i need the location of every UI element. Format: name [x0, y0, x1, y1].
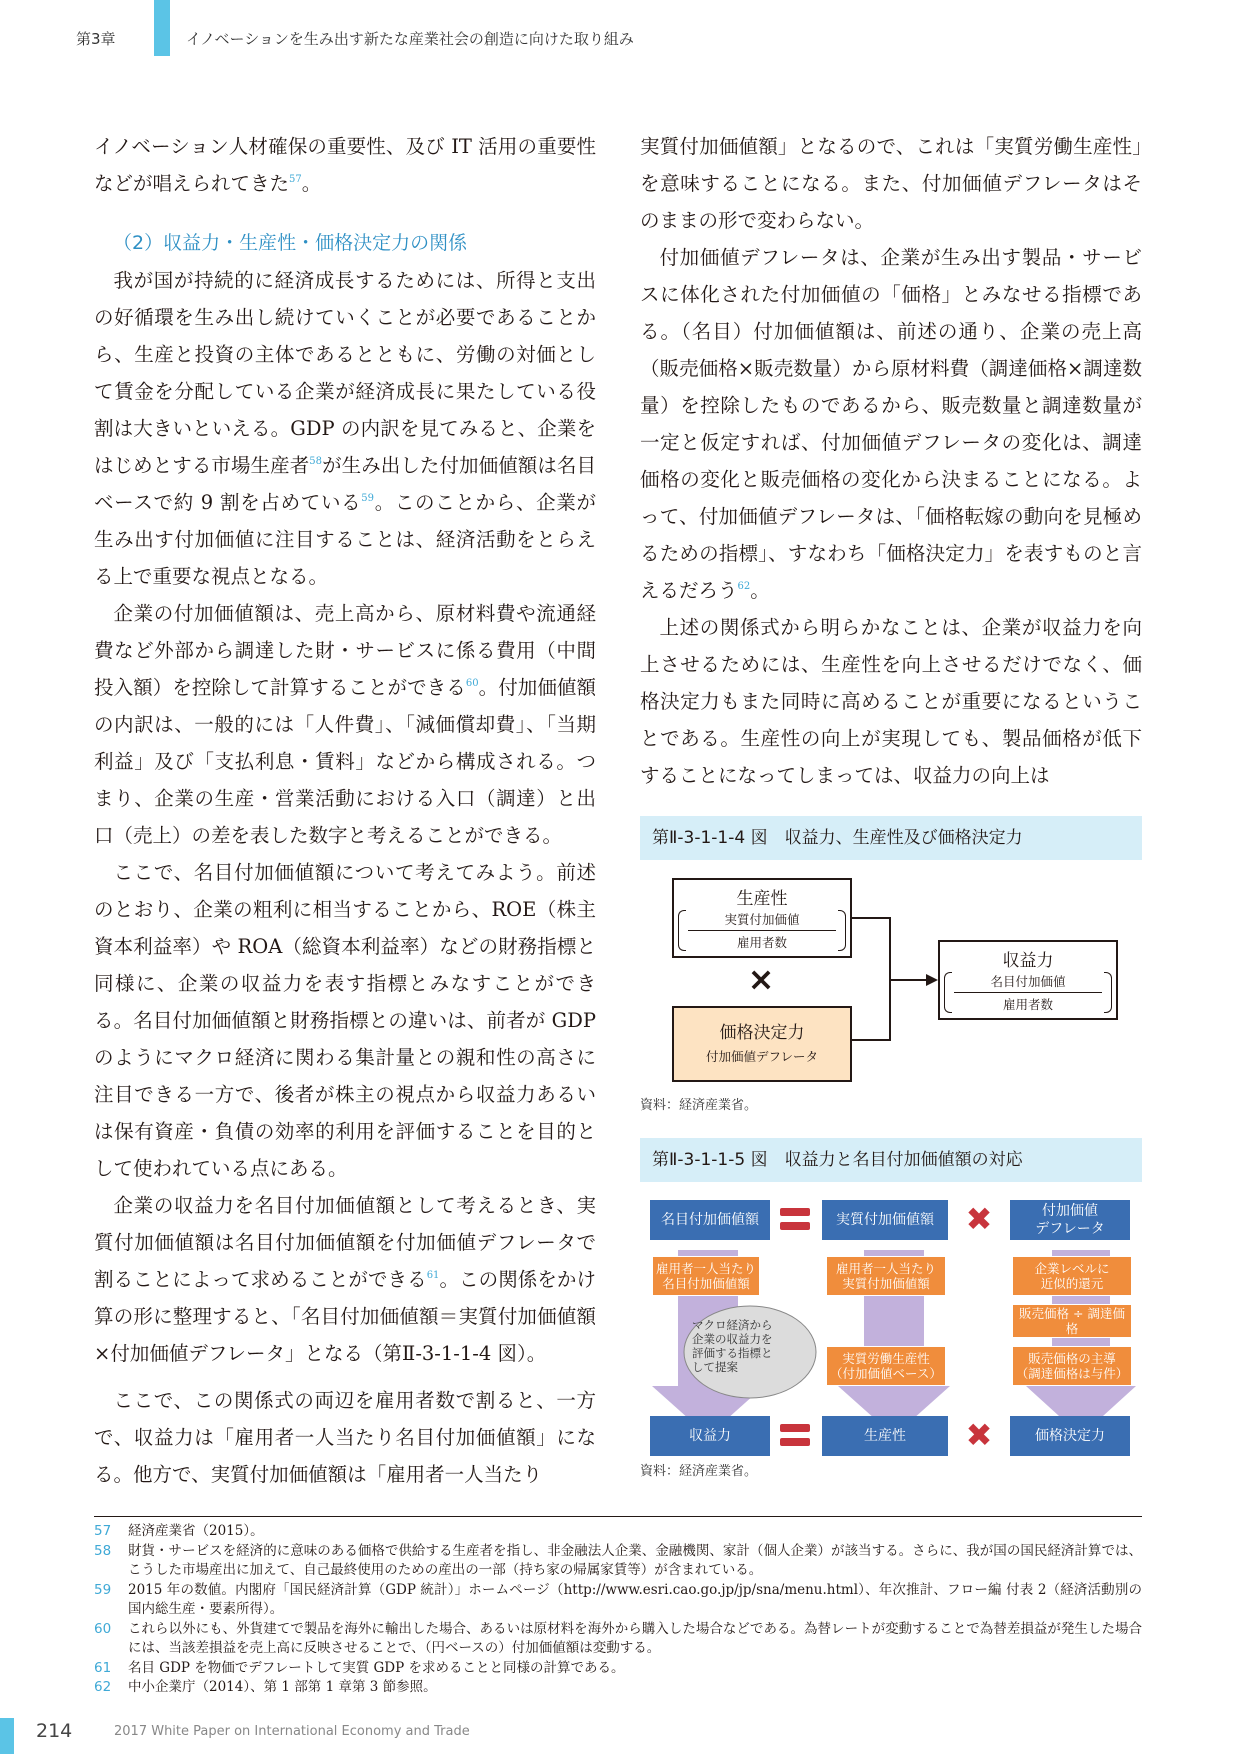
- text: イノベーション人材確保の重要性、及び IT 活用の重要性などが唱えられてきた: [94, 135, 596, 195]
- footnote-ref[interactable]: 61: [426, 1270, 440, 1281]
- fraction-denominator: 雇用者数: [736, 935, 787, 950]
- figure-source: 資料：経済産業省。: [640, 1464, 758, 1479]
- text: 企業の収益力を名目付加価値額として考えるとき、実質付加価値額は名目付加価値額を付加価値デフレータで割ることによって求めることができる: [94, 1194, 596, 1291]
- text: 販売価格の主導: [1028, 1351, 1116, 1366]
- pricing-title: 価格決定力: [719, 1023, 805, 1043]
- chapter-title: イノベーションを生み出す新たな産業社会の創造に向けた取り組み: [186, 30, 634, 48]
- left-column: [94, 128, 596, 1493]
- text: 。: [750, 579, 770, 602]
- multiply-icon: ✖: [965, 1200, 993, 1238]
- firm-level-box: [1012, 1256, 1132, 1296]
- text: （調達価格は与件）: [1015, 1366, 1129, 1381]
- figure-diagram: [640, 1190, 1142, 1460]
- footnote-ref[interactable]: 58: [309, 456, 322, 467]
- text: 企業の付加価値額は、売上高から、原材料費や流通経費など外部から調達した財・サービスに係る費用（中間投入額）を控除して計算することができる: [94, 602, 596, 699]
- profitability-fraction: [954, 972, 1102, 1013]
- text: （付加価値ベース）: [830, 1366, 942, 1381]
- profitability-box: [938, 940, 1118, 1020]
- footnote-text: 財貨・サービスを経済的に意味のある価格で供給する生産者を指し、非金融法人企業、金融機関、家計（個人企業）が該当する。さらに、我が国の国民経済計算では、こうした市場産出に加えて、自己最終使用のための産出の一部（持ち家の帰属家賃等）が含まれている。: [128, 1542, 1142, 1578]
- fraction-denominator: 雇用者数: [1002, 997, 1053, 1012]
- footnote-number: 60: [94, 1620, 112, 1637]
- text: が生み出した付加価値額は名目ベースで約 9 割を占めている: [94, 454, 596, 514]
- fraction-numerator: 実質付加価値: [688, 910, 836, 931]
- footnote-number: 57: [94, 1523, 112, 1539]
- text: 実質労働生産性: [842, 1351, 930, 1366]
- footnote-ref[interactable]: 62: [737, 581, 751, 592]
- footnote-item: [94, 1678, 1142, 1698]
- paragraph: [94, 128, 596, 202]
- nominal-per-employee-box: [652, 1256, 760, 1296]
- footnote-number: 59: [94, 1581, 112, 1598]
- text: 評価する指標と: [692, 1346, 773, 1360]
- multiply-icon: ×: [747, 960, 775, 998]
- header-accent-bar: [154, 0, 170, 56]
- publication-title: 2017 White Paper on International Economy and Trade: [114, 1724, 470, 1739]
- right-column: [640, 128, 1142, 794]
- productivity-title: 生産性: [736, 889, 788, 909]
- text: 名目付加価値額: [662, 1276, 750, 1291]
- footnote-item: [94, 1659, 1142, 1679]
- footnote-ref[interactable]: 57: [289, 174, 302, 185]
- paragraph: [94, 262, 596, 595]
- page-header: [0, 0, 1241, 66]
- text: 近似的還元: [1040, 1276, 1104, 1291]
- paragraph: [94, 595, 596, 854]
- footnote-number: 58: [94, 1542, 112, 1559]
- text: 我が国が持続的に経済成長するためには、所得と支出の好循環を生み出し続けていくことが必要であることから、生産と投資の主体であるとともに、労働の対価として賃金を分配している企業が経済成長に果たしている役割は大きいといえる。GDP の内訳を見てみると、企業をはじめとする市場生産者: [94, 269, 596, 477]
- multiply-icon: ✖: [965, 1416, 993, 1454]
- callout-bubble: [692, 1318, 808, 1374]
- text: 雇用者一人当たり: [835, 1261, 936, 1276]
- fraction-numerator: 名目付加価値: [954, 972, 1102, 993]
- footnote-text: 名目 GDP を物価でデフレートして実質 GDP を求めることと同様の計算である。: [128, 1659, 625, 1676]
- text: 雇用者一人当たり: [655, 1261, 756, 1276]
- footnote-number: 62: [94, 1679, 112, 1695]
- text: 実質付加価値額: [842, 1276, 930, 1291]
- paragraph: [640, 239, 1142, 609]
- footnote-ref[interactable]: 60: [465, 678, 479, 689]
- productivity-fraction: [688, 910, 836, 951]
- chapter-label: 第3章: [76, 30, 116, 48]
- paragraph: [94, 1187, 596, 1372]
- productivity-box: 生産性: [822, 1416, 948, 1456]
- profitability-box: 収益力: [650, 1416, 770, 1456]
- figure-diagram: [640, 868, 1142, 1112]
- productivity-box: [672, 878, 852, 958]
- footnote-text: これら以外にも、外貨建てで製品を海外に輸出した場合、あるいは原材料を海外から購入した場合などである。為替レートが変動することで為替差損益が発生した場合には、当該差損益を売上高に反映させることで、（円ベースの）付加価値額は変動する。: [128, 1620, 1142, 1656]
- footnote-text: 中小企業庁（2014）、第 1 部第 1 章第 3 節参照。: [128, 1679, 437, 1695]
- paragraph: 実質付加価値額」となるので、これは「実質労働生産性」を意味することになる。また、付加価値デフレータはそのままの形で変わらない。: [640, 135, 1142, 232]
- figure-caption: 第Ⅱ-3-1-1-4 図 収益力、生産性及び価格決定力: [640, 816, 1142, 860]
- equals-icon: [780, 1208, 810, 1232]
- section-heading: （2）収益力・生産性・価格決定力の関係: [113, 232, 468, 254]
- footnote-number: 61: [94, 1659, 112, 1676]
- text: 企業レベルに: [1034, 1261, 1110, 1276]
- footnote-divider: [94, 1516, 1142, 1517]
- real-per-employee-box: [826, 1256, 946, 1296]
- footnote-ref[interactable]: 59: [361, 493, 375, 504]
- text: 。このことから、企業が生み出す付加価値に注目することは、経済活動をとらえる上で重要な視点となる。: [94, 491, 596, 588]
- text: 企業の収益力を: [692, 1332, 773, 1346]
- figure-caption: 第Ⅱ-3-1-1-5 図 収益力と名目付加価値額の対応: [640, 1138, 1142, 1182]
- page-number: 214: [36, 1720, 73, 1742]
- footnote-item: [94, 1542, 1142, 1581]
- footnotes: [94, 1522, 1142, 1698]
- pricing-power-box: 価格決定力: [1010, 1416, 1130, 1456]
- pricing-subtitle: 付加価値デフレータ: [705, 1049, 818, 1064]
- text: 。付加価値額の内訳は、一般的には「人件費」、「減価償却費」、「当期利益」及び「支払利息・賃料」などから構成される。つまり、企業の生産・営業活動における入口（調達）と出口（売上）の差を表した数字と考えることができる。: [94, 676, 596, 847]
- text: 。: [301, 172, 322, 195]
- footnote-text: 2015 年の数値。内閣府「国民経済計算（GDP 統計）」ホームページ（http://www.esri.cao.go.jp/jp/sna/menu.html）、年次推計、フロー編 付表 2（経済活動別の国内総生産・要素所得）。: [128, 1581, 1142, 1617]
- labor-productivity-box: [826, 1346, 946, 1386]
- equals-icon: [780, 1424, 810, 1448]
- paragraph: ここで、この関係式の両辺を雇用者数で割ると、一方で、収益力は「雇用者一人当たり名目付加価値額」になる。他方で、実質付加価値額は「雇用者一人当たり: [94, 1389, 596, 1486]
- figure-source: 資料：経済産業省。: [640, 1098, 758, 1113]
- price-leadership-box: [1012, 1346, 1132, 1386]
- footnote-item: [94, 1581, 1142, 1620]
- deflator-box: [1010, 1200, 1130, 1240]
- footnote-item: [94, 1620, 1142, 1659]
- paragraph: ここで、名目付加価値額について考えてみよう。前述のとおり、企業の粗利に相当することから、ROE（株主資本利益率）や ROA（総資本利益率）などの財務指標と同様に、企業の収益力を表す指標とみなすことができる。名目付加価値額と財務指標との違いは、前者が GDP のようにマクロ経済に関わる集計量との親和性の高さに注目できる一方で、後者が株主の視点から収益力あるいは保有資産・負債の効率的利用を評価することを目的として使われている点にある。: [94, 861, 596, 1180]
- profitability-title: 収益力: [1002, 951, 1054, 971]
- footnote-text: 経済産業省（2015）。: [128, 1523, 264, 1539]
- text: マクロ経済から: [692, 1318, 773, 1332]
- text: 。この関係をかけ算の形に整理すると、「名目付加価値額＝実質付加価値額×付加価値デフレータ」となる（第Ⅱ-3-1-1-4 図）。: [94, 1268, 596, 1365]
- text: デフレータ: [1035, 1221, 1105, 1237]
- price-ratio-box: 販売価格 ÷ 調達価格: [1012, 1304, 1132, 1338]
- text: 付加価値: [1042, 1203, 1098, 1219]
- paragraph: 上述の関係式から明らかなことは、企業が収益力を向上させるためには、生産性を向上させるだけでなく、価格決定力もまた同時に高めることが重要になるということである。生産性の向上が実現しても、製品価格が低下することになってしまっては、収益力の向上は: [640, 616, 1142, 787]
- footer-accent-bar: [0, 1718, 14, 1754]
- text: 付加価値デフレータは、企業が生み出す製品・サービスに体化された付加価値の「価格」とみなせる指標である。（名目）付加価値額は、前述の通り、企業の売上高（販売価格×販売数量）から原材料費（調達価格×調達数量）を控除したものであるから、販売数量と調達数量が一定と仮定すれば、付加価値デフレータの変化は、調達価格の変化と販売価格の変化から決まることになる。よって、付加価値デフレータは、「価格転嫁の動向を見極めるための指標」、すなわち「価格決定力」を表すものと言えるだろう: [640, 246, 1142, 602]
- real-value-added-box: 実質付加価値額: [822, 1200, 948, 1240]
- nominal-value-added-box: 名目付加価値額: [650, 1200, 770, 1240]
- text: して提案: [692, 1360, 738, 1374]
- footnote-item: [94, 1522, 1142, 1542]
- pricing-power-box: [672, 1006, 852, 1082]
